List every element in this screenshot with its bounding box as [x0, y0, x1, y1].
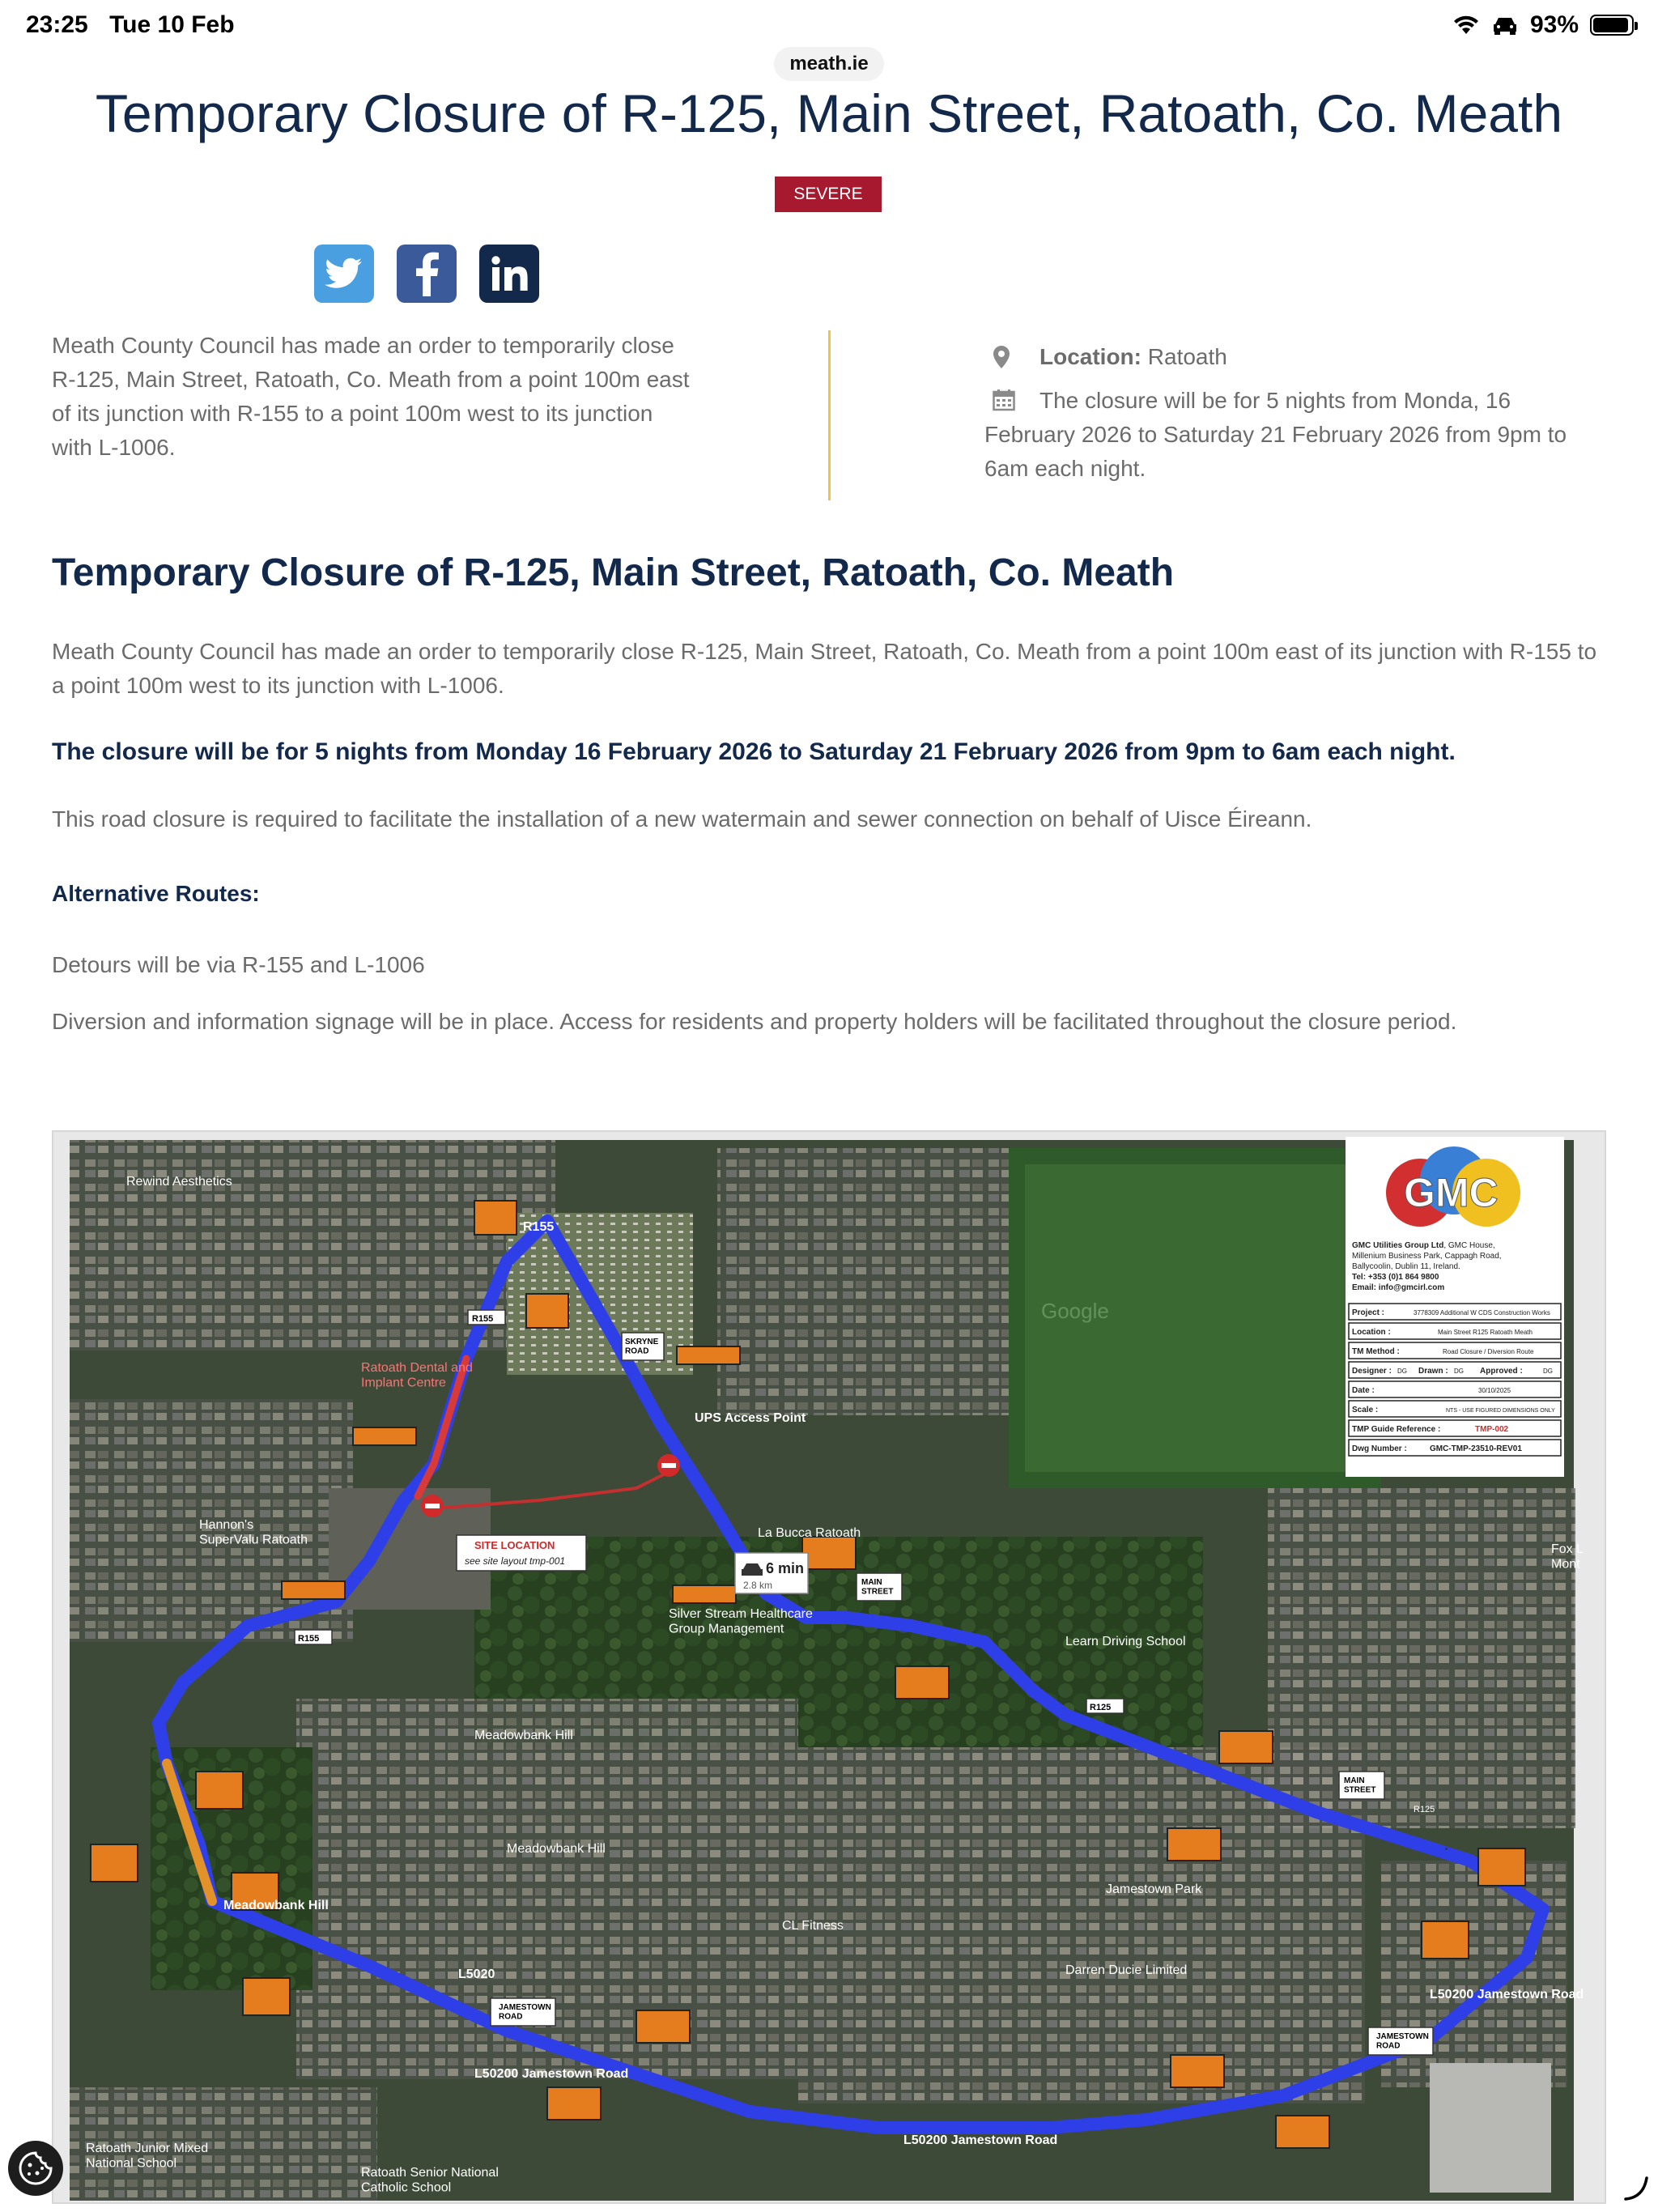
drive-distance: 2.8 km	[743, 1580, 773, 1591]
map-label-l50200-b: L50200 Jamestown Road	[903, 2133, 1058, 2147]
map-label-jamestown-park: Jamestown Park	[1106, 1882, 1202, 1896]
map-label-hannons: Hannon's SuperValu Ratoath	[199, 1518, 308, 1547]
svg-text:Approved :: Approved :	[1480, 1367, 1523, 1376]
battery-percent: 93%	[1529, 11, 1579, 38]
no-entry-marker-east	[657, 1454, 680, 1477]
map-label-school1: Ratoath Junior Mixed National School	[86, 2142, 209, 2171]
drive-time: 6 min	[766, 1560, 805, 1576]
linkedin-icon	[490, 254, 529, 293]
wifi-icon	[1452, 15, 1480, 36]
date-text: The closure will be for 5 nights from Monda, 16 February 2026 to Saturday 21 February 2026 from 9pm to 6am each night.	[984, 388, 1567, 481]
map-label-rewind: Rewind Aesthetics	[126, 1175, 232, 1189]
svg-text:DG: DG	[1543, 1368, 1553, 1375]
location-row	[984, 340, 1600, 374]
map-label-r155-b: R155	[298, 1634, 320, 1644]
gmc-company: GMC Utilities Group Ltd, GMC House,	[1352, 1241, 1495, 1250]
article-paragraph-2: This road closure is required to facilitate the installation of a new watermain and sewer connection on behalf of Uisce Éireann.	[52, 806, 1312, 832]
resize-handle-icon[interactable]	[1622, 2175, 1650, 2202]
map-label-meadowbank-hill-2: Meadowbank Hill	[507, 1842, 606, 1856]
location-label: Location:	[1039, 344, 1141, 369]
svg-text:Dwg Number :: Dwg Number :	[1352, 1444, 1407, 1453]
map-label-google: Google	[1041, 1299, 1109, 1323]
map-pin-icon	[993, 345, 1010, 369]
map-label-clfitness: CL Fitness	[782, 1919, 844, 1933]
map-label-skryne: SKRYNE ROAD	[625, 1338, 659, 1356]
map-label-main-street-1: MAIN STREET	[861, 1578, 894, 1597]
facebook-share-button[interactable]	[397, 245, 457, 303]
map-label-darren: Darren Ducie Limited	[1065, 1963, 1188, 1977]
gmc-tel: Tel: +353 (0)1 864 9800	[1352, 1273, 1439, 1282]
map-label-jamestown-road-1: JAMESTOWN ROAD	[499, 2003, 551, 2022]
diversion-map[interactable]	[52, 1130, 1606, 2204]
location-value: Ratoath	[1147, 344, 1227, 369]
social-share	[314, 245, 539, 303]
article-paragraph-4: Diversion and information signage will be in place. Access for residents and property holders will be facilitated throughout the closure period.	[52, 1009, 1457, 1034]
map-label-l50200-a: L50200 Jamestown Road	[474, 2067, 629, 2081]
svg-text:Main Street R125 Ratoath Meath: Main Street R125 Ratoath Meath	[1438, 1329, 1533, 1336]
page-title: Temporary Closure of R-125, Main Street, Ratoath, Co. Meath	[95, 83, 1563, 143]
closure-info	[984, 340, 1600, 496]
svg-text:Road Closure / Diversion Route: Road Closure / Diversion Route	[1443, 1348, 1534, 1355]
status-indicators	[1452, 11, 1634, 39]
svg-text:30/10/2025: 30/10/2025	[1478, 1387, 1511, 1394]
no-entry-marker-west	[421, 1495, 444, 1517]
car-icon	[1491, 15, 1519, 36]
intro-summary: Meath County Council has made an order to temporarily close R-125, Main Street, Ratoath, Co. Meath from a point 100m east of its junction with R-155 to a point 100m west to its junction with L-1006.	[52, 333, 690, 460]
map-label-labucca: La Bucca Ratoath	[758, 1526, 861, 1540]
map-label-silver: Silver Stream Healthcare Group Management	[669, 1607, 813, 1636]
site-location-callout	[457, 1535, 586, 1571]
map-label-school2: Ratoath Senior National Catholic School	[361, 2166, 499, 2195]
severity-badge: SEVERE	[775, 177, 882, 212]
battery-icon	[1590, 15, 1634, 36]
map-label-r155-top: R155	[523, 1220, 555, 1234]
alternative-routes-heading: Alternative Routes:	[52, 881, 260, 906]
svg-text:DG: DG	[1454, 1368, 1464, 1375]
site-location-label: SITE LOCATION	[474, 1539, 555, 1551]
column-divider	[828, 330, 831, 500]
calendar-icon	[993, 389, 1015, 411]
map-label-main-street-2: MAIN STREET	[1344, 1776, 1376, 1795]
article-closure-dates: The closure will be for 5 nights from Monday 16 February 2026 to Saturday 21 February 2026 from 9pm to 6am each night.	[52, 738, 1456, 765]
map-label-meadowbank-road: Meadowbank Hill	[223, 1899, 329, 1912]
svg-text:TMP Guide Reference :: TMP Guide Reference :	[1352, 1425, 1441, 1434]
linkedin-share-button[interactable]	[479, 245, 539, 303]
date-row	[984, 384, 1600, 486]
svg-text:DG: DG	[1397, 1368, 1407, 1375]
svg-text:Date :: Date :	[1352, 1386, 1375, 1395]
map-label-meadowbank-hill-1: Meadowbank Hill	[474, 1729, 573, 1742]
map-label-jamestown-road-2: JAMESTOWN ROAD	[1376, 2032, 1429, 2051]
svg-text:Project :: Project :	[1352, 1308, 1385, 1317]
map-label-learn: Learn Driving School	[1065, 1635, 1186, 1648]
facebook-icon	[412, 251, 441, 296]
article-paragraph-1: Meath County Council has made an order to temporarily close R-125, Main Street, Ratoath, Co. Meath from a point 100m east of its junction with R-155 to a point 100m west to its junction with L-1006.	[52, 639, 1597, 698]
gmc-logo-text: GMC	[1404, 1170, 1499, 1215]
gmc-address-2: Ballycoolin, Dublin 11, Ireland.	[1352, 1262, 1460, 1271]
svg-text:GMC-TMP-23510-REV01: GMC-TMP-23510-REV01	[1430, 1444, 1522, 1453]
map-label-fox: Fox L Mont	[1551, 1542, 1584, 1572]
svg-text:TM Method :: TM Method :	[1352, 1347, 1400, 1356]
map-label-dental: Ratoath Dental and Implant Centre	[361, 1361, 473, 1390]
map-label-r155-a: R155	[472, 1314, 494, 1324]
article-paragraph-3: Detours will be via R-155 and L-1006	[52, 952, 425, 977]
svg-text:Scale :: Scale :	[1352, 1406, 1379, 1414]
twitter-icon	[325, 257, 363, 290]
status-bar	[0, 0, 1658, 50]
site-location-sub: see site layout tmp-001	[465, 1555, 566, 1567]
map-label-jamestown-east: L50200 Jamestown Road	[1430, 1988, 1584, 2001]
status-time: 23:25	[26, 11, 88, 38]
map-label-ups: UPS Access Point	[695, 1411, 806, 1425]
gmc-email: Email: info@gmcirl.com	[1352, 1283, 1445, 1292]
map-label-r125-a: R125	[1090, 1703, 1112, 1712]
drive-time-callout	[735, 1553, 808, 1593]
battery-fill	[1593, 18, 1628, 32]
svg-text:Location :: Location :	[1352, 1328, 1391, 1337]
svg-text:TMP-002: TMP-002	[1475, 1425, 1509, 1434]
map-label-l5020: L5020	[458, 1967, 495, 1981]
article-heading: Temporary Closure of R-125, Main Street, Ratoath, Co. Meath	[52, 551, 1175, 594]
svg-text:NTS - USE FIGURED DIMENSIONS O: NTS - USE FIGURED DIMENSIONS ONLY	[1446, 1408, 1555, 1414]
cookie-icon	[18, 2150, 53, 2186]
url-bar[interactable]: meath.ie	[774, 47, 884, 81]
gmc-title-block	[1346, 1137, 1564, 1477]
svg-text:3778309 Additional W CDS Const: 3778309 Additional W CDS Construction Works	[1414, 1309, 1550, 1317]
svg-text:Drawn :: Drawn :	[1418, 1367, 1448, 1376]
status-time-date	[26, 11, 249, 39]
svg-text:Designer :: Designer :	[1352, 1367, 1392, 1376]
cookie-settings-button[interactable]	[8, 2141, 63, 2196]
gmc-address-1: Millenium Business Park, Cappagh Road,	[1352, 1252, 1502, 1261]
status-date: Tue 10 Feb	[109, 11, 235, 38]
twitter-share-button[interactable]	[314, 245, 374, 303]
map-label-r125-b: R125	[1414, 1805, 1435, 1814]
